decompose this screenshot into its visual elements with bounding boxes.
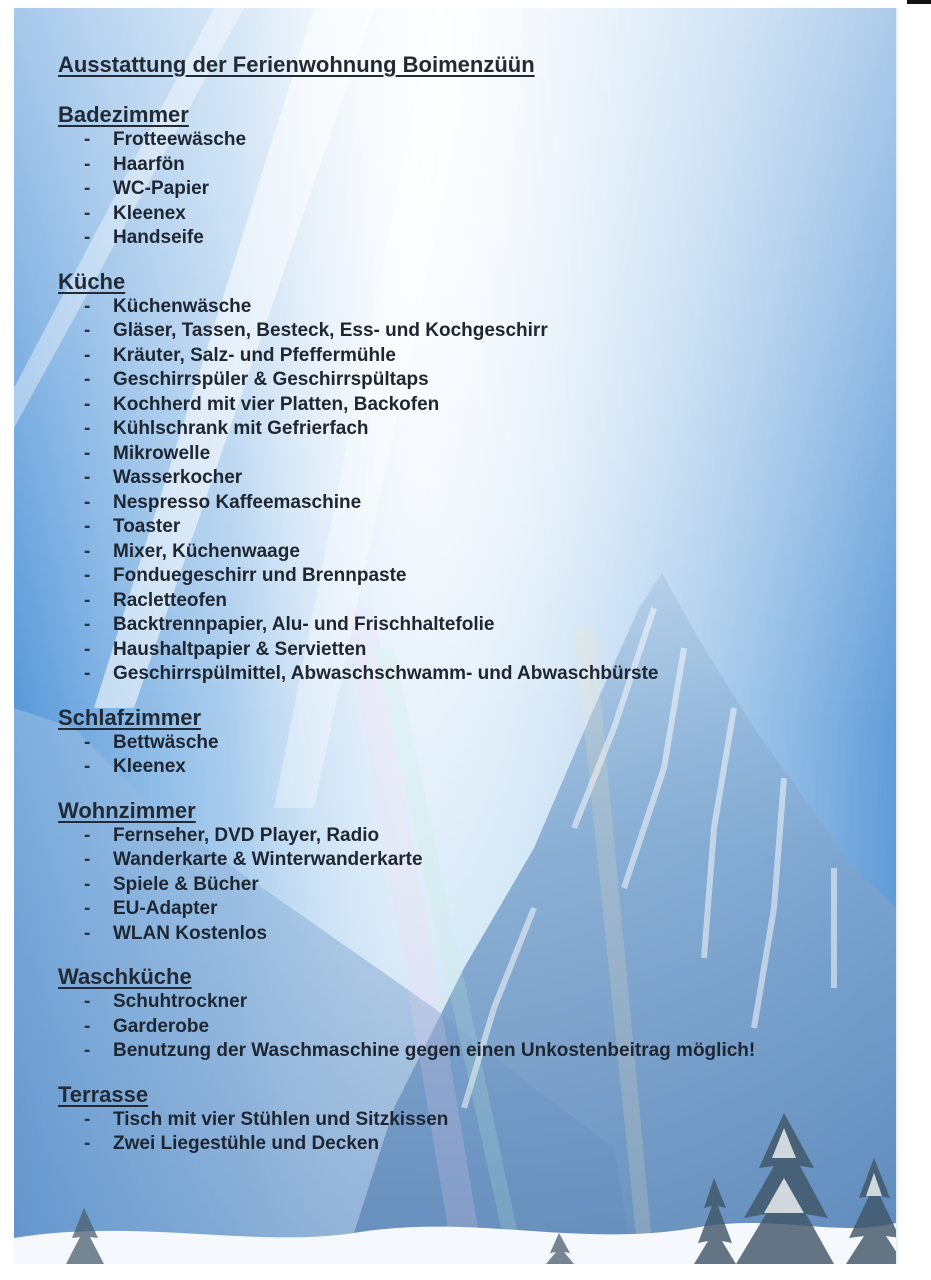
section-heading: Terrasse (58, 1081, 149, 1107)
bullet-dash: - (84, 442, 91, 464)
list-item (58, 1108, 898, 1133)
list-item (58, 873, 898, 898)
item-text: Backtrennpapier, Alu- und Frischhaltefolie (113, 614, 495, 635)
item-text: Frotteewäsche (113, 129, 247, 150)
bullet-dash: - (84, 516, 91, 537)
item-text: EU-Adapter (113, 898, 218, 919)
bullet-dash: - (84, 202, 91, 224)
bullet-dash: - (84, 418, 91, 439)
document-title: Ausstattung der Ferienwohnung Boimenzüün (58, 52, 535, 77)
list-item (58, 153, 898, 178)
section-heading: Badezimmer (58, 102, 189, 127)
item-list (58, 990, 898, 1064)
section-terrasse (58, 1082, 898, 1157)
item-text: Benutzung der Waschmaschine gegen einen Unkostenbeitrag möglich! (113, 1040, 756, 1061)
item-list (58, 128, 898, 251)
bullet-dash: - (84, 589, 91, 611)
section-schlafzimmer (58, 705, 898, 780)
list-item (58, 564, 898, 589)
bullet-dash: - (84, 1040, 91, 1061)
item-text: Geschirrspüler & Geschirrspültaps (113, 369, 429, 390)
bullet-dash: - (84, 1133, 91, 1154)
item-text: Fonduegeschirr und Brennpaste (113, 565, 407, 586)
list-item (58, 295, 898, 320)
list-item (58, 922, 898, 947)
bullet-dash: - (84, 295, 91, 317)
item-text: Küchenwäsche (113, 295, 252, 317)
list-item (58, 824, 898, 849)
list-item (58, 393, 898, 418)
item-text: Handseife (113, 227, 204, 248)
item-text: Kleenex (113, 202, 186, 224)
bullet-dash: - (84, 824, 91, 846)
bullet-dash: - (84, 614, 91, 635)
bullet-dash: - (84, 491, 91, 513)
section-kueche (58, 269, 898, 687)
bullet-dash: - (84, 467, 91, 488)
bullet-dash: - (84, 873, 91, 895)
item-text: Schuhtrockner (113, 991, 248, 1012)
bullet-dash: - (84, 663, 91, 684)
item-list (58, 731, 898, 780)
content-area (58, 50, 898, 1157)
bullet-dash: - (84, 129, 91, 150)
bullet-dash: - (84, 991, 91, 1012)
item-text: Fernseher, DVD Player, Radio (113, 824, 380, 846)
item-text: Garderobe (113, 1015, 210, 1037)
item-text: Zwei Liegestühle und Decken (113, 1133, 380, 1154)
item-text: Haarfön (113, 153, 185, 175)
list-item (58, 1132, 898, 1157)
bullet-dash: - (84, 849, 91, 870)
item-text: Racletteofen (113, 589, 228, 611)
list-item (58, 589, 898, 614)
item-list (58, 295, 898, 687)
bullet-dash: - (84, 540, 91, 562)
list-item (58, 128, 898, 153)
item-list (58, 824, 898, 947)
bullet-dash: - (84, 1015, 91, 1037)
list-item (58, 177, 898, 202)
item-text: Gläser, Tassen, Besteck, Ess- und Kochgeschirr (113, 320, 548, 341)
section-heading: Schlafzimmer (58, 704, 202, 730)
bullet-dash: - (84, 393, 91, 415)
section-waschkueche (58, 964, 898, 1064)
list-item (58, 344, 898, 369)
item-text: Bettwäsche (113, 731, 219, 753)
section-heading: Küche (58, 268, 126, 294)
list-item (58, 319, 898, 344)
scan-edge-mark (907, 0, 931, 4)
item-text: Wasserkocher (113, 467, 243, 488)
item-text: Haushaltpapier & Servietten (113, 638, 367, 660)
list-item (58, 848, 898, 873)
item-text: Mikrowelle (113, 442, 211, 464)
item-text: Nespresso Kaffeemaschine (113, 491, 362, 513)
list-item (58, 613, 898, 638)
bullet-dash: - (84, 153, 91, 175)
item-text: Kühlschrank mit Gefrierfach (113, 418, 369, 439)
list-item (58, 226, 898, 251)
list-item (58, 897, 898, 922)
bullet-dash: - (84, 344, 91, 366)
item-text: Kochherd mit vier Platten, Backofen (113, 393, 440, 415)
list-item (58, 368, 898, 393)
item-text: WC-Papier (113, 178, 210, 199)
bullet-dash: - (84, 369, 91, 390)
list-item (58, 442, 898, 467)
item-text: Kleenex (113, 756, 186, 777)
item-text: WLAN Kostenlos (113, 922, 268, 944)
bullet-dash: - (84, 178, 91, 199)
list-item (58, 515, 898, 540)
bullet-dash: - (84, 1108, 91, 1130)
item-text: Spiele & Bücher (113, 873, 259, 895)
bullet-dash: - (84, 731, 91, 753)
bullet-dash: - (84, 756, 91, 777)
bullet-dash: - (84, 898, 91, 919)
list-item (58, 755, 898, 780)
section-wohnzimmer (58, 798, 898, 947)
item-text: Wanderkarte & Winterwanderkarte (113, 849, 423, 870)
list-item (58, 638, 898, 663)
item-text: Tisch mit vier Stühlen und Sitzkissen (113, 1108, 449, 1130)
item-list (58, 1108, 898, 1157)
list-item (58, 491, 898, 516)
list-item (58, 1039, 898, 1064)
list-item (58, 990, 898, 1015)
list-item (58, 731, 898, 756)
list-item (58, 540, 898, 565)
bullet-dash: - (84, 320, 91, 341)
item-text: Kräuter, Salz- und Pfeffermühle (113, 344, 396, 366)
bullet-dash: - (84, 565, 91, 586)
section-heading: Wohnzimmer (58, 797, 196, 823)
list-item (58, 662, 898, 687)
section-badezimmer (58, 102, 898, 251)
list-item (58, 1015, 898, 1040)
list-item (58, 417, 898, 442)
bullet-dash: - (84, 638, 91, 660)
bullet-dash: - (84, 922, 91, 944)
item-text: Mixer, Küchenwaage (113, 540, 300, 562)
bullet-dash: - (84, 227, 91, 248)
item-text: Geschirrspülmittel, Abwaschschwamm- und Abwaschbürste (113, 663, 659, 684)
section-heading: Waschküche (58, 964, 192, 989)
list-item (58, 202, 898, 227)
item-text: Toaster (113, 516, 181, 537)
list-item (58, 466, 898, 491)
